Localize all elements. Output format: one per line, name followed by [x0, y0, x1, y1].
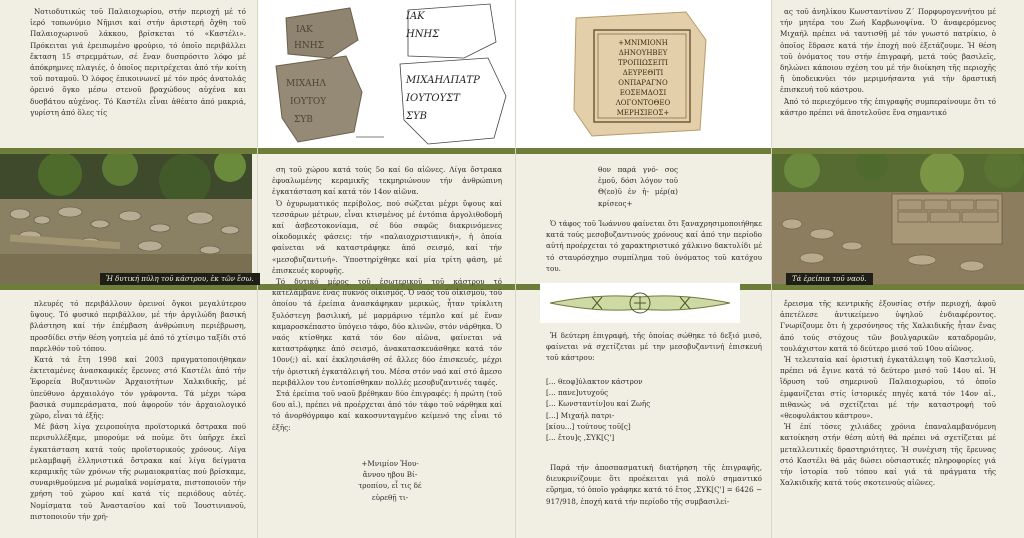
list-item: [...] Μιχαήλ πατρι- — [546, 410, 615, 420]
inscription-quote-part2 — [598, 164, 678, 209]
inscription-line: ΟΝΠΑΡΑΓΝΟ — [618, 79, 668, 87]
list-item: [... ἔτου]ς ,ΣΥΚ[Ϛ'] — [546, 433, 615, 443]
tombstone-drawing-figure — [516, 0, 771, 148]
inscription-line: ΙΟΥΤΟΥΣΤ — [406, 93, 460, 104]
panel4-bottom-text — [780, 298, 996, 488]
inscription-line: ΗΝΗΣ — [406, 29, 440, 40]
paragraph: Μέ βάση λίγα χειροποίητα προϊστορικά ὄστρακα πού περισυλλέξαμε, μπορούμε νά ποῦμε ὅτι ὑπῆρχε ἐκεῖ ἐγκατάσταση κατά τούς προϊστορικούς χρόνους. Λίγα μελαμβαφῆ ἑλληνιστικά ὄστρακα καί λίγα δείγματα κεραμικῆς τῶν χρόνων τῆς ρωμαιοκρατίας πού βρίσκαμε, συναριθμούμενα μέ ρωμαϊκά νομίσματα, πιστοποιοῦν τήν χρήση τοῦ χώρου καί κατά τίς περιόδους αὐτές. Νομίσματα τοῦ Ἀναστασίου καί τοῦ Ἰουστινιανοῦ, πιστοποιοῦν τήν χρή- — [30, 422, 246, 521]
inscription-quote-part1 — [350, 458, 430, 503]
photo-caption-west-gate — [100, 273, 260, 285]
quote-text: θον παρά γνό- σος ἐμοῦ, δόσι λόγον τοῦ Θ(εο)ῦ ἐν ἡ- μέρ(α) κρίσεος+ — [598, 165, 678, 208]
inscription-line: ΕΟΣΕΜΔΟΣΙ — [619, 89, 667, 97]
photo-church-ruins — [772, 154, 1024, 284]
paragraph: Ὁ τάφος τοῦ Ἰωάννου φαίνεται ὅτι ξαναχρησιμοποιήθηκε κατά τούς μεσοβυζαντινούς χρόνους καί ἀπό την περίοδο αὐτή προέρχεται τό χαρακτηριστικό χάλκινο δακτυλίδι μέ τό σταυρόσχημο συμπίλημα τοῦ ὀνόματος τοῦ κατόχου του. — [546, 219, 762, 273]
paragraph: Ὁ ὀχυρωματικός περίβολος, πού σώζεται μέχρι ὕψους καί τεσσάρων μέτρων, εἶναι κτισμένος μέ ἐντόπια ἀργολιθοδομή καί ἀσβεστοκονίαμα, σέ δύο σαφῶς διακρινόμενες οἰκοδομικές φάσεις: τήν «παλαιοχριστιανική», ἡ ὁποία φαίνεται νά καταστράφηκε ἀπό σεισμό, καί τήν «μεσοβυζαντινή». Ὑποστηρίχθηκε καί μία τρίτη φάση, μέ ἐπισκευές κορυφῆς. — [272, 198, 502, 275]
photo-church-ruins-image — [772, 154, 1024, 284]
svg-text:ΙΟΥΤΟΥ: ΙΟΥΤΟΥ — [290, 97, 327, 107]
inscription-line: +ΜΝΙΜΙΟΝΗ — [618, 39, 668, 47]
inscription-line: ΜΙΧΑΗΛΠΑΤΡ — [406, 75, 480, 86]
list-item: [... θεοφ]ύλακτον κάστρον — [546, 377, 643, 386]
paragraph: ἔρεισμα τῆς κεντρικῆς ἐξουσίας στήν περιοχή, ἀφοῦ ἀπετέλεσε ἀντικείμενο ὑψηλοῦ ἐνδιαφέροντος. Γνωρίζουμε ὅτι ἡ χερσόνησος τῆς Χαλκιδικῆς ἦταν ἕνας ἀπό τούς στόχους τῶν βουλγαρικῶν καταδρομῶν, τουλάχιστον κατά τό δεύτερο μισό τοῦ 10ου αἰῶνος. — [780, 299, 996, 353]
paragraph: Ἡ τελευταία καί ὁριστική ἐγκατάλειψη τοῦ Καστελιοῦ, πρέπει νά ἔγινε κατά τό δεύτερο μισό τοῦ 14ου αἰ. Ἡ ἵδρυση τοῦ σημερινοῦ Παλαιοχωρίου, τό ὁποῖο ἐμφανίζεται στίς ἱστορικές πηγές κατά τόν 14ον αἰ., πιθανώς νά σχετίζεται μέ τήν καταστροφή τοῦ «θεοφυλάκτου κάστρου». — [780, 355, 996, 421]
inscription-line: ΤΡΟΠΙΩΣΕΙΤΙ — [617, 59, 669, 67]
inscription-line: ΔΕΥΡΕΘΙΤΙ — [622, 69, 664, 77]
ring-drawing-figure — [540, 283, 740, 323]
panel3-text-c — [546, 462, 762, 507]
paragraph: ση τοῦ χώρου κατά τούς 5ο καί 6ο αἰῶνες. Λίγα ὄστρακα ἐφυαλωμένης κεραμικῆς τεκμηριώνουν τήν ἀνθρώπινη ἐγκατάσταση καί κατά τόν 14ον αἰῶνα. — [272, 165, 502, 197]
panel4-top-text — [780, 6, 996, 118]
list-item: [... πανε]υτυχούς — [546, 388, 609, 398]
panel1-top-text — [30, 6, 246, 118]
caption-text: Ἡ δυτική πύλη τοῦ κάστρου, ἐκ τῶν ἔσω. — [106, 275, 254, 283]
caption-text: Τά ἐρείπια τοῦ ναοῦ. — [792, 275, 867, 283]
paragraph: Τό δυτικό μέρος τοῦ ἐσωτερικοῦ τοῦ κάστρου τό κατελάμβανε ἕνας πυκνός οἰκισμός. Ὁ ναός τοῦ οἰκισμοῦ, τοῦ ὁποίου τά ἐρείπια ἀνασκάφηκαν μερικώς, ἦταν τρίκλιτη ξυλόστεγη βασιλική, μέ μαρμάρινο τέμπλο καί μέ ἕναν καμαροσκέπαστο ὑπόγειο τάφο, δύο κλινῶν, στόν νάρθηκα. Ὁ ναός κτίσθηκε κατά τόν 6ον αἰῶνα, φαίνεται νά καταστράφηκε ἀπό σεισμό, ἀνακατασκευάσθηκε κατά τόν 10ον(;) αἰ. καί ἐκκλησιάσθη σέ ἄλλες δύο ἐπισκευές, μέχρι τήν ὁριστική ἐγκατάλειψή του. Μέσα στόν ναό καί στό ἄμεσο περιβάλλον του ἐντοπίσθηκαν πολλές μεσοβυζαντινές ταφές. — [272, 277, 502, 387]
quote-text: +Μνιμίον Ἠου- ἄννου ηβου Βί- τροπίου, εἶ τις δέ εὑρεθῇ τι- — [358, 459, 422, 502]
svg-text:ΗΝΗΣ: ΗΝΗΣ — [294, 41, 324, 51]
photo-caption-church — [786, 273, 873, 285]
panel3-text-b — [546, 330, 762, 364]
inscription-line: ΔΗΝΟΥΗΒΕΥ — [618, 49, 668, 57]
panel1-bottom-text — [30, 298, 246, 522]
tombstone-inscription-text — [602, 38, 684, 118]
list-item: [κίου...] τούτους τοῦ[ς] — [546, 421, 631, 431]
paragraph: Ἀπό τό περιεχόμενο τῆς ἐπιγραφῆς συμπεραίνουμε ὅτι τό κάστρο πρέπει νά ἀποτελοῦσε ἕνα σημαντικό — [780, 96, 996, 117]
ring-drawing — [540, 283, 740, 323]
inscription-reading-list — [546, 376, 762, 443]
svg-text:ΙΑΚ: ΙΑΚ — [296, 25, 313, 35]
panel3-text-a — [546, 218, 762, 274]
inscription-line: ΛΟΓΟΝΤΟΘΕΟ — [615, 99, 671, 107]
paragraph: πλευρές τό περιβάλλουν ὀρεινοί ὄγκοι μεγαλύτερου ὕψους. Τό φυσικό περιβάλλον, μέ τήν ἀργιλώδη βασική βλάστηση καί τήν ἐπέμβαση ἀνθρώπινη περιέβρωση, προσδίδει στήν θέση γοητεία μέ ἀπό τό χτίσιμο ταξίδι στό παρελθόν τοῦ τόπου. — [30, 299, 246, 353]
photo-west-gate-image — [0, 154, 252, 284]
paragraph: Στά ἐρείπια τοῦ ναοῦ βρέθηκαν δύο ἐπιγραφές: ἡ πρώτη (τοῦ 6ου αἰ.), πρέπει νά προέρχεται ἀπό τόν τάφο τοῦ νάρθηκα καί τό ἀνορθόγραφο καί κακοσυνταγμένο κείμενό της εἶναι τό ἑξῆς: — [272, 389, 502, 432]
list-item: [... Κωνσταντίν]ου καί Ζωῆς — [546, 399, 651, 409]
paragraph: Νοτιοδυτικώς τοῦ Παλαιοχωρίου, στήν περιοχή μέ τό ἱερό τοπωνύμιο Νῆμισι καί στήν ἀριστερή ὄχθη τοῦ Παλαιοχωρινοῦ λάκκου, βρίσκεται τό «Καστέλι». Πρόκειται γιά ἐρειπωμένο φρούριο, τό ὁποῖο περιβάλλει ἔκταση 15 στρεμμάτων, σέ ἕναν δυσπρόσιτο λόφο μέ ἀπόκρημνες πλαγιές, ὁ ὁποῖος περιτρέχεται ἀπό τήν κοίτη τοῦ ποταμοῦ. Ὁ λόφος ἐπικοινωνεῖ μέ τόν πρός ἀνατολάς ὀρεινό ὄγκο μέσω στενοῦ βραχώδους αὐχένα και δυσβάτου αὐχένος. Τό Καστέλι εἶναι ἀθέατο ἀπό μακριά, γυρίστη ἀπό ὅλες τίς — [30, 7, 246, 117]
paragraph: Ἡ ἐπί τόσες χιλιάδες χρόνια ἐπαναλαμβανόμενη κατοίκηση στήν θέση αὐτή θά πρέπει νά σχετίζεται μέ μεταλλευτικές δραστηριότητες. Ἡ συνέχιση τῆς ἔρευνας στό Καστέλι θά μᾶς δώσει οὐσιαστικές πληροφορίες γιά τήν ἱστορία τοῦ τόπου καί γιά τά πράγματα τῆς Χαλκιδικῆς κατά τούς σκοτεινούς αἰῶνες. — [780, 422, 996, 488]
svg-text:ΜΙΧΑΗΛ: ΜΙΧΑΗΛ — [286, 79, 327, 89]
inscription-line: ΣΥΒ — [406, 111, 428, 122]
paragraph: Παρά τήν ἀποσπασματική διατήρηση τῆς ἐπιγραφῆς, διευκρινίζουμε ὅτι προέκειται γιά πολύ σημαντικό εὕρημα, τό ὁποῖο γράφηκε κατά τό ἔτος ,ΣΥΚ[Ϛ'] = 6426 − 917/918, ἐποχή κατά τήν περίοδο τῆς συμβασιλεί- — [546, 463, 762, 506]
inscription-line: ΙΑΚ — [406, 11, 425, 22]
svg-text:ΣΥΒ: ΣΥΒ — [294, 115, 313, 125]
photo-west-gate — [0, 154, 252, 284]
panel2-text — [272, 164, 502, 433]
paragraph: ας τοῦ ἀνηλίκου Κωνσταντίνου Ζ´ Πορφυρογεννήτου μέ τήν μητέρα του Ζωή Καρβωνοψίνα. Ὁ ἀναφερόμενος Μιχαήλ πρέπει νά ταυτισθῇ μέ τόν γνωστό πατρίκιο, ὁ ὁποῖος ἔδρασε κατά τήν ἐποχή πού ἐξετάζουμε. Ἡ θέση τοῦ ὀνόματος του στήν ἐπιγραφή, μετά τούς βασιλεῖς, δηλώνει κάποιου σχέση του μέ τήν διοίκηση τῆς περιοχῆς ἤ ὑποδεικνύει τόν μεριμνήσαντα γιά τήν δραστική ἐπισκευή τοῦ κάστρου. — [780, 7, 996, 95]
inscription-line: ΜΕΡΗΣΙΕΟΣ+ — [616, 109, 670, 117]
inscription-drawing-text — [406, 8, 506, 126]
inscription-fragment-figure — [258, 0, 515, 148]
paragraph: Κατά τά ἔτη 1998 καί 2003 πραγματοποιήθηκαν ἐκτεταμένες ἀνασκαφικές ἔρευνες στό Καστέλι ἀπό τήν Ἐφορεία Βυζαντινῶν Ἀρχαιοτήτων Χαλκιδικῆς, μέ ὑπεύθυνο ἀρχαιολόγο τόν γράφοντα. Τά μέχρι τώρα βασικά συμπεράσματα, πού ἀφοροῦν τόν ἀρχαιολογικό χῶρο, εἶναι τά ἑξῆς: — [30, 355, 246, 421]
paragraph: Ἡ δεύτερη ἐπιγραφή, τῆς ὁποίας σώθηκε τό δεξιό μισό, φαίνεται νά σχετίζεται μέ την μεσοβυζαντινή ἐπισκευή τοῦ κάστρου: — [546, 331, 762, 363]
